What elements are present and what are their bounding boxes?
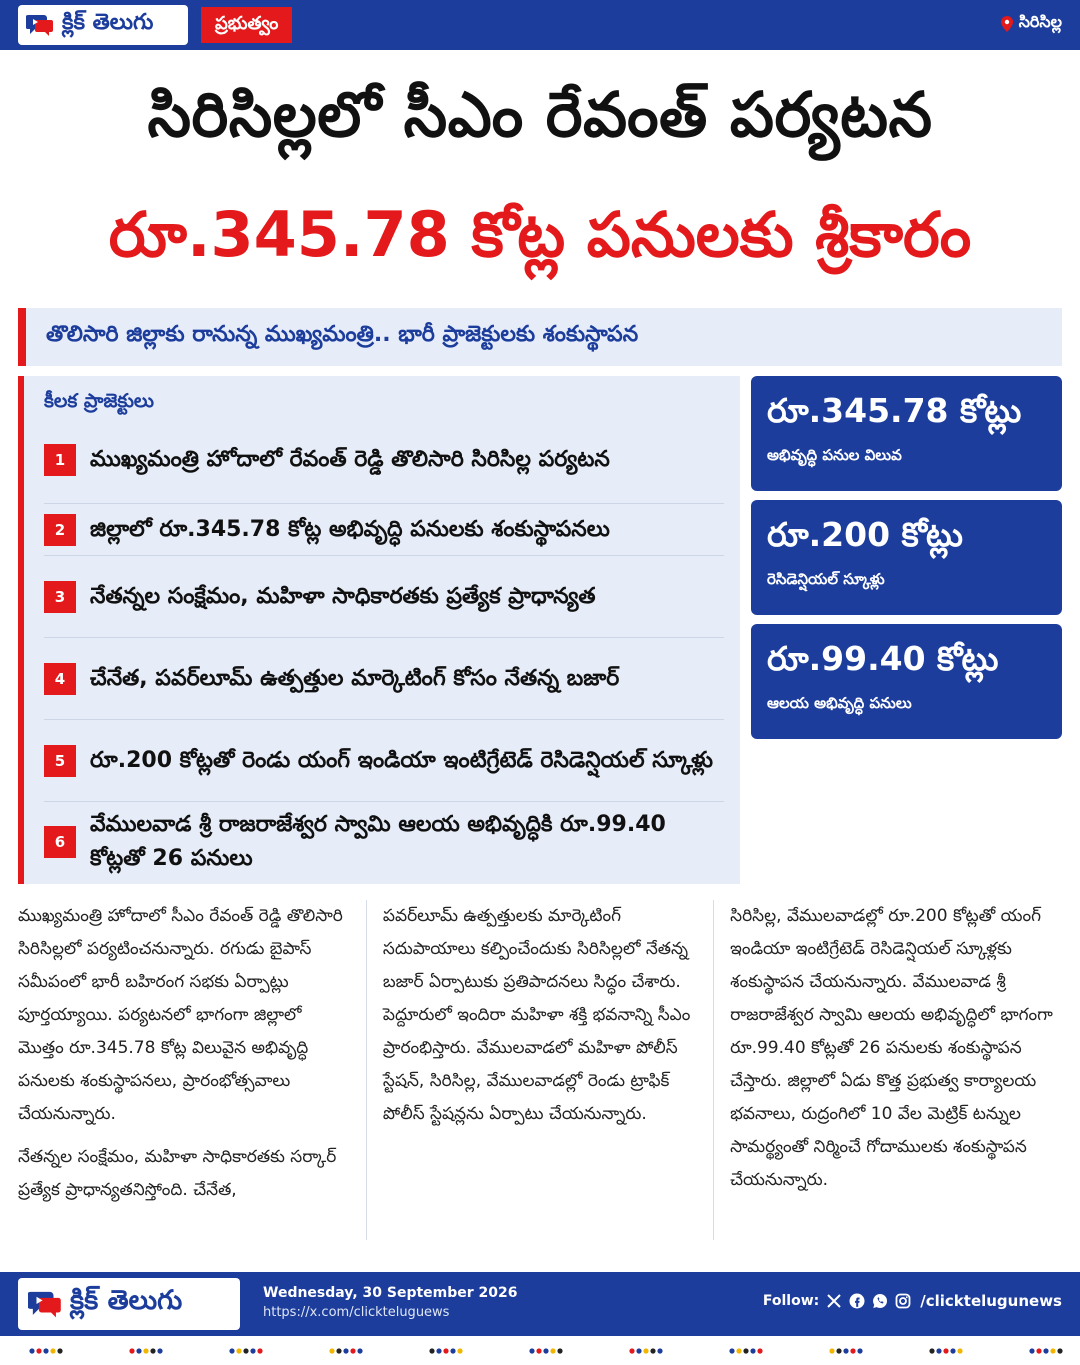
project-number: 1 — [44, 444, 76, 476]
brand-logo[interactable] — [18, 5, 188, 45]
social-handle[interactable]: /clicktelugunews — [920, 1292, 1062, 1310]
project-text: జిల్లాలో రూ.345.78 కోట్ల అభివృద్ధి పనులకు శంకుస్థాపనలు — [90, 516, 610, 542]
article-body — [18, 900, 1062, 1240]
decorative-dot — [136, 1348, 141, 1353]
decorative-dot — [850, 1348, 855, 1353]
footer-url[interactable]: https://x.com/clickteluguews — [263, 1305, 450, 1320]
decorative-dot — [243, 1348, 248, 1353]
decorative-dot — [543, 1348, 548, 1353]
footer-bar — [0, 1272, 1080, 1336]
decorative-dot — [729, 1348, 734, 1353]
decorative-dot — [1036, 1348, 1041, 1353]
decorative-dot — [643, 1348, 648, 1353]
headline-primary: సిరిసిల్లలో సీఎం రేవంత్ పర్యటన — [147, 78, 933, 151]
stat-card-schools — [751, 500, 1062, 615]
decorative-dot — [936, 1348, 941, 1353]
project-text: ముఖ్యమంత్రి హోదాలో రేవంత్ రెడ్డి తొలిసారి సిరిసిల్ల పర్యటన — [90, 446, 610, 472]
project-text: రూ.200 కోట్లతో రెండు యంగ్ ఇండియా ఇంటిగ్రేటెడ్ రెసిడెన్షియల్ స్కూళ్లు — [90, 747, 714, 773]
key-projects-title: కీలక ప్రాజెక్టులు — [44, 390, 154, 412]
stat-value: రూ.345.78 కోట్లు — [767, 391, 1022, 430]
subheadline-strip — [18, 308, 1062, 366]
whatsapp-icon[interactable] — [872, 1293, 888, 1309]
article-column-3 — [714, 900, 1062, 1240]
article-paragraph: నేతన్నల సంక్షేమం, మహిళా సాధికారతకు సర్కార్ ప్రత్యేక ప్రాధాన్యతనిస్తోంది. చేనేత, — [18, 1147, 337, 1200]
stat-value: రూ.200 కోట్లు — [767, 515, 963, 554]
header-bar — [0, 0, 1080, 50]
decorative-dot — [943, 1348, 948, 1353]
headline-secondary: రూ.345.78 కోట్ల పనులకు శ్రీకారం — [108, 198, 972, 271]
project-number: 5 — [44, 745, 76, 777]
project-text: చేనేత, పవర్‌లూమ్ ఉత్పత్తుల మార్కెటింగ్ కోసం నేతన్న బజార్ — [90, 665, 620, 691]
footer-brand-logo[interactable] — [18, 1278, 240, 1330]
follow-section — [763, 1292, 1062, 1310]
decorative-dot — [529, 1348, 534, 1353]
decorative-dot — [250, 1348, 255, 1353]
project-item — [44, 638, 724, 720]
decorative-dot — [650, 1348, 655, 1353]
decorative-dot — [536, 1348, 541, 1353]
project-item — [44, 504, 724, 556]
project-number: 4 — [44, 663, 76, 695]
decorative-dots — [0, 1346, 1080, 1356]
article-column-1 — [18, 900, 366, 1240]
chat-bubble-logo-icon — [28, 1288, 62, 1320]
decorative-dot — [836, 1348, 841, 1353]
decorative-dot — [329, 1348, 334, 1353]
decorative-dot — [629, 1348, 634, 1353]
decorative-dot — [843, 1348, 848, 1353]
stat-card-total — [751, 376, 1062, 491]
footer-brand-name: క్లిక్ తెలుగు — [70, 1285, 183, 1316]
decorative-dot — [450, 1348, 455, 1353]
decorative-dot — [257, 1348, 262, 1353]
decorative-dot — [236, 1348, 241, 1353]
decorative-dot — [657, 1348, 662, 1353]
decorative-dot — [743, 1348, 748, 1353]
decorative-dot — [350, 1348, 355, 1353]
decorative-dot — [43, 1348, 48, 1353]
project-number: 6 — [44, 826, 76, 858]
subheadline-text: తొలిసారి జిల్లాకు రానున్న ముఖ్యమంత్రి.. భారీ ప్రాజెక్టులకు శంకుస్థాపన — [46, 322, 639, 347]
decorative-dot — [443, 1348, 448, 1353]
decorative-dot — [636, 1348, 641, 1353]
location-pin-icon — [1001, 16, 1013, 32]
decorative-dot — [129, 1348, 134, 1353]
decorative-dot — [1043, 1348, 1048, 1353]
article-column-2 — [366, 900, 714, 1240]
location-label — [1001, 12, 1062, 35]
decorative-dot — [357, 1348, 362, 1353]
project-item — [44, 720, 724, 802]
decorative-dot — [550, 1348, 555, 1353]
project-text: నేతన్నల సంక్షేమం, మహిళా సాధికారతకు ప్రత్యేక ప్రాధాన్యత — [90, 583, 596, 609]
decorative-dot — [750, 1348, 755, 1353]
key-projects-panel — [18, 376, 740, 884]
stat-label: అభివృద్ధి పనుల విలువ — [767, 446, 902, 464]
decorative-dot — [343, 1348, 348, 1353]
decorative-dot — [957, 1348, 962, 1353]
decorative-dot — [50, 1348, 55, 1353]
x-icon[interactable] — [826, 1293, 842, 1309]
decorative-dot — [829, 1348, 834, 1353]
stat-label: ఆలయ అభివృద్ధి పనులు — [767, 694, 912, 712]
decorative-dot — [1029, 1348, 1034, 1353]
decorative-dot — [1057, 1348, 1062, 1353]
chat-bubble-logo-icon — [26, 12, 54, 38]
decorative-dot — [229, 1348, 234, 1353]
brand-name: క్లిక్ తెలుగు — [62, 10, 154, 35]
decorative-dot — [457, 1348, 462, 1353]
project-item — [44, 802, 724, 882]
project-item — [44, 556, 724, 638]
decorative-dot — [857, 1348, 862, 1353]
project-number: 3 — [44, 581, 76, 613]
decorative-dot — [950, 1348, 955, 1353]
stat-value: రూ.99.40 కోట్లు — [767, 639, 999, 678]
decorative-dot — [557, 1348, 562, 1353]
article-paragraph: ముఖ్యమంత్రి హోదాలో సీఎం రేవంత్ రెడ్డి తొలిసారి సిరిసిల్లలో పర్యటించనున్నారు. రగుడు బైపాస్ సమీపంలో భారీ బహిరంగ సభకు ఏర్పాట్లు పూర్తయ్యాయి. పర్యటనలో భాగంగా జిల్లాలో మొత్తం రూ.345.78 కోట్ల విలువైన అభివృద్ధి పనులకు శంకుస్థాపనలు, ప్రారంభోత్సవాలు చేయనున్నారు. — [18, 906, 343, 1124]
decorative-dot — [29, 1348, 34, 1353]
decorative-dot — [157, 1348, 162, 1353]
stat-label: రెసిడెన్షియల్ స్కూళ్లు — [767, 570, 885, 588]
decorative-dot — [436, 1348, 441, 1353]
location-text: సిరిసిల్ల — [1018, 12, 1062, 31]
decorative-dot — [150, 1348, 155, 1353]
decorative-dot — [36, 1348, 41, 1353]
article-paragraph: పవర్‌లూమ్ ఉత్పత్తులకు మార్కెటింగ్ సదుపాయాలు కల్పించేందుకు సిరిసిల్లలో నేతన్న బజార్ ఏర్పాటుకు ప్రతిపాదనలు సిద్ధం చేశారు. పెద్దూరులో ఇందిరా మహిళా శక్తి భవనాన్ని సీఎం ప్రారంభిస్తారు. వేములవాడలో మహిళా పోలీస్ స్టేషన్, సిరిసిల్ల, వేములవాడల్లో రెండు ట్రాఫిక్ పోలీస్ స్టేషన్లను ఏర్పాటు చేయనున్నారు. — [382, 906, 691, 1124]
project-item — [44, 416, 724, 504]
stat-card-temple — [751, 624, 1062, 739]
decorative-dot — [143, 1348, 148, 1353]
category-badge[interactable]: ప్రభుత్వం — [201, 7, 292, 43]
decorative-dot — [429, 1348, 434, 1353]
decorative-dot — [929, 1348, 934, 1353]
decorative-dot — [757, 1348, 762, 1353]
project-number: 2 — [44, 514, 76, 546]
facebook-icon[interactable] — [849, 1293, 865, 1309]
decorative-dot — [336, 1348, 341, 1353]
footer-date: Wednesday, 30 September 2026 — [263, 1285, 518, 1301]
article-paragraph: సిరిసిల్ల, వేములవాడల్లో రూ.200 కోట్లతో యంగ్ ఇండియా ఇంటిగ్రేటెడ్ రెసిడెన్షియల్ స్కూళ్లకు శంకుస్థాపన చేయనున్నారు. వేములవాడ శ్రీ రాజరాజేశ్వర స్వామి ఆలయ అభివృద్ధిలో భాగంగా రూ.99.40 కోట్లతో 26 పనులకు శంకుస్థాపన చేస్తారు. జిల్లాలో ఏడు కొత్త ప్రభుత్వ కార్యాలయ భవనాలు, రుద్రంగిలో 10 వేల మెట్రిక్ టన్నుల సామర్థ్యంతో నిర్మించే గోదాములకు శంకుస్థాపన చేయనున్నారు. — [730, 906, 1053, 1190]
project-text: వేములవాడ శ్రీ రాజరాజేశ్వర స్వామి ఆలయ అభివృద్ధికి రూ.99.40 కోట్లతో 26 పనులు — [90, 812, 666, 871]
decorative-dot — [1050, 1348, 1055, 1353]
follow-label: Follow: — [762, 1293, 820, 1309]
instagram-icon[interactable] — [895, 1293, 911, 1309]
decorative-dot — [57, 1348, 62, 1353]
decorative-dot — [736, 1348, 741, 1353]
